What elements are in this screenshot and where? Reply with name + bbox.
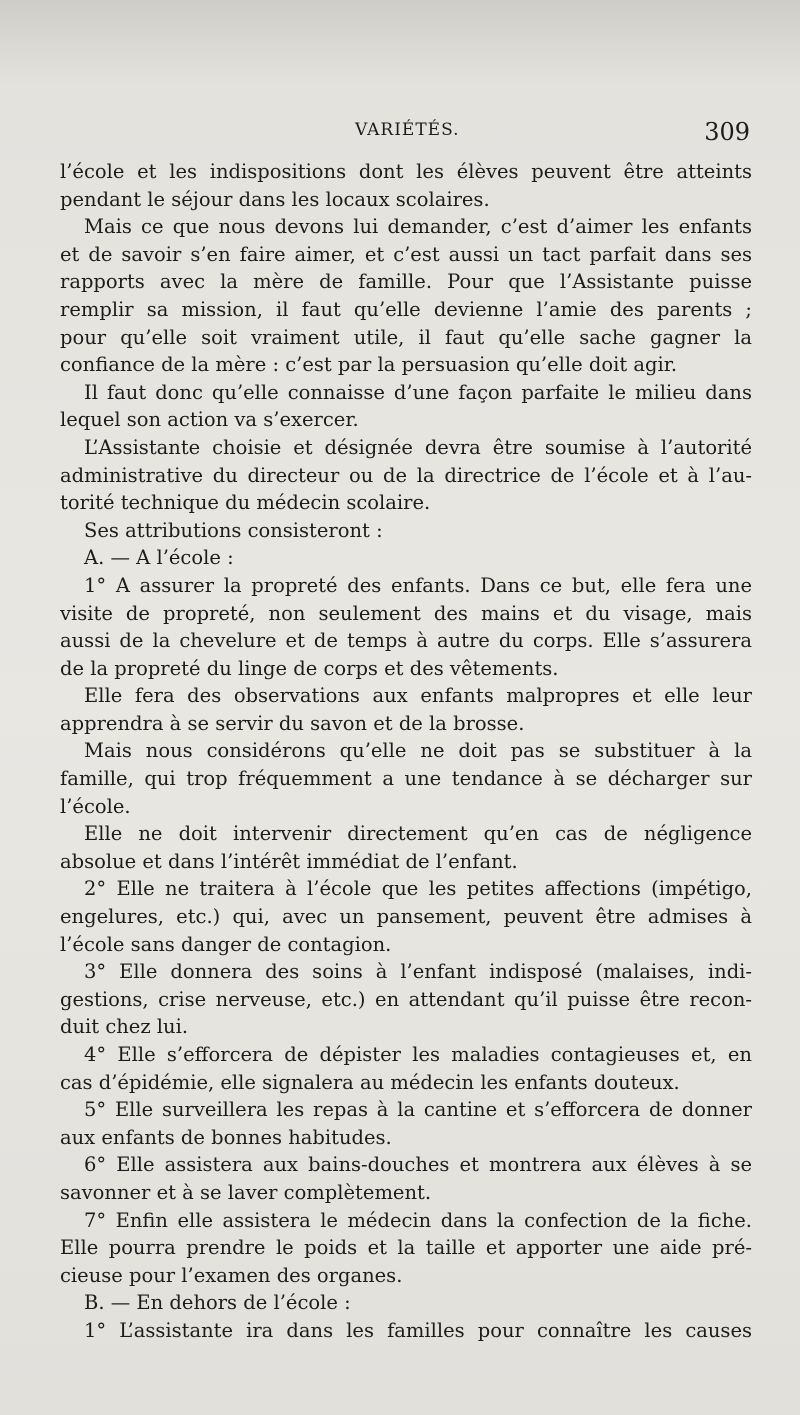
text-line: pour qu’elle soit vraiment utile, il faut qu’elle sache gagner la — [60, 325, 752, 349]
body-text — [60, 158, 752, 1345]
text-line: l’école et les indispositions dont les élèves peuvent être atteints — [60, 160, 752, 183]
text-line: aux enfants de bonnes habitudes. — [60, 1125, 392, 1149]
text-line: et de savoir s’en faire aimer, et c’est aussi un tact parfait dans ses — [60, 242, 752, 266]
text-line: 1° L’assistante ira dans les familles pour connaître les causes — [84, 1318, 752, 1342]
running-head: VARIÉTÉS. — [355, 120, 460, 140]
text-line: B. — En dehors de l’école : — [84, 1291, 351, 1315]
text-line: 1° A assurer la propreté des enfants. Dans ce but, elle fera une — [84, 573, 752, 597]
text-line: lequel son action va s’exercer. — [60, 408, 359, 432]
text-line: duit chez lui. — [60, 1015, 189, 1039]
text-line: torité technique du médecin scolaire. — [60, 491, 431, 515]
text-line: 4° Elle s’efforcera de dépister les maladies contagieuses et, en — [84, 1043, 752, 1066]
text-line: L’Assistante choisie et désignée devra être soumise à l’autorité — [84, 435, 752, 459]
text-line: l’école. — [60, 794, 131, 818]
text-line: cieuse pour l’examen des organes. — [60, 1263, 403, 1287]
text-line: Mais nous considérons qu’elle ne doit pas se substituer à la — [84, 739, 752, 763]
text-line: absolue et dans l’intérêt immédiat de l’enfant. — [60, 849, 518, 873]
text-line: famille, qui trop fréquemment a une tendance à se décharger sur — [60, 767, 752, 791]
text-line: pendant le séjour dans les locaux scolaires. — [60, 187, 490, 211]
text-line: administrative du directeur ou de la directrice de l’école et à l’au- — [60, 463, 752, 487]
text-line: Elle ne doit intervenir directement qu’en cas de négligence — [84, 822, 752, 846]
text-line: 6° Elle assistera aux bains-douches et montrera aux élèves à se — [84, 1153, 752, 1177]
text-line: 5° Elle surveillera les repas à la cantine et s’efforcera de donner — [84, 1098, 752, 1122]
text-line: Il faut donc qu’elle connaisse d’une façon parfaite le milieu dans — [84, 380, 752, 404]
page-header — [60, 118, 750, 148]
text-line: engelures, etc.) qui, avec un pansement, peuvent être admises à — [60, 905, 752, 929]
text-line: savonner et à se laver complètement. — [60, 1180, 432, 1204]
text-line: l’école sans danger de contagion. — [60, 932, 392, 956]
text-line: 3° Elle donnera des soins à l’enfant indisposé (malaises, indi- — [84, 960, 752, 984]
text-line: visite de propreté, non seulement des mains et du visage, mais — [60, 601, 752, 625]
text-line: aussi de la chevelure et de temps à autre du corps. Elle s’assurera — [60, 629, 752, 653]
text-line: Ses attributions consisteront : — [84, 518, 383, 542]
text-line: apprendra à se servir du savon et de la brosse. — [60, 711, 525, 735]
text-line: de la propreté du linge de corps et des vêtements. — [60, 656, 559, 680]
text-line: Elle fera des observations aux enfants malpropres et elle leur — [84, 684, 752, 708]
text-line: 2° Elle ne traitera à l’école que les petites affections (impétigo, — [84, 877, 752, 901]
text-line: Mais ce que nous devons lui demander, c’est d’aimer les enfants — [84, 215, 752, 239]
text-line: confiance de la mère : c’est par la persuasion qu’elle doit agir. — [60, 353, 678, 377]
text-line: A. — A l’école : — [84, 546, 234, 570]
text-line: 7° Enfin elle assistera le médecin dans la confection de la fiche. — [84, 1208, 752, 1232]
text-line: remplir sa mission, il faut qu’elle devienne l’amie des parents ; — [60, 297, 752, 321]
text-line: cas d’épidémie, elle signalera au médecin les enfants douteux. — [60, 1070, 680, 1094]
text-line: Elle pourra prendre le poids et la taille et apporter une aide pré- — [60, 1236, 752, 1260]
text-line: rapports avec la mère de famille. Pour que l’Assistante puisse — [60, 270, 752, 294]
text-line: gestions, crise nerveuse, etc.) en attendant qu’il puisse être recon- — [60, 987, 752, 1011]
page-number: 309 — [704, 118, 750, 146]
